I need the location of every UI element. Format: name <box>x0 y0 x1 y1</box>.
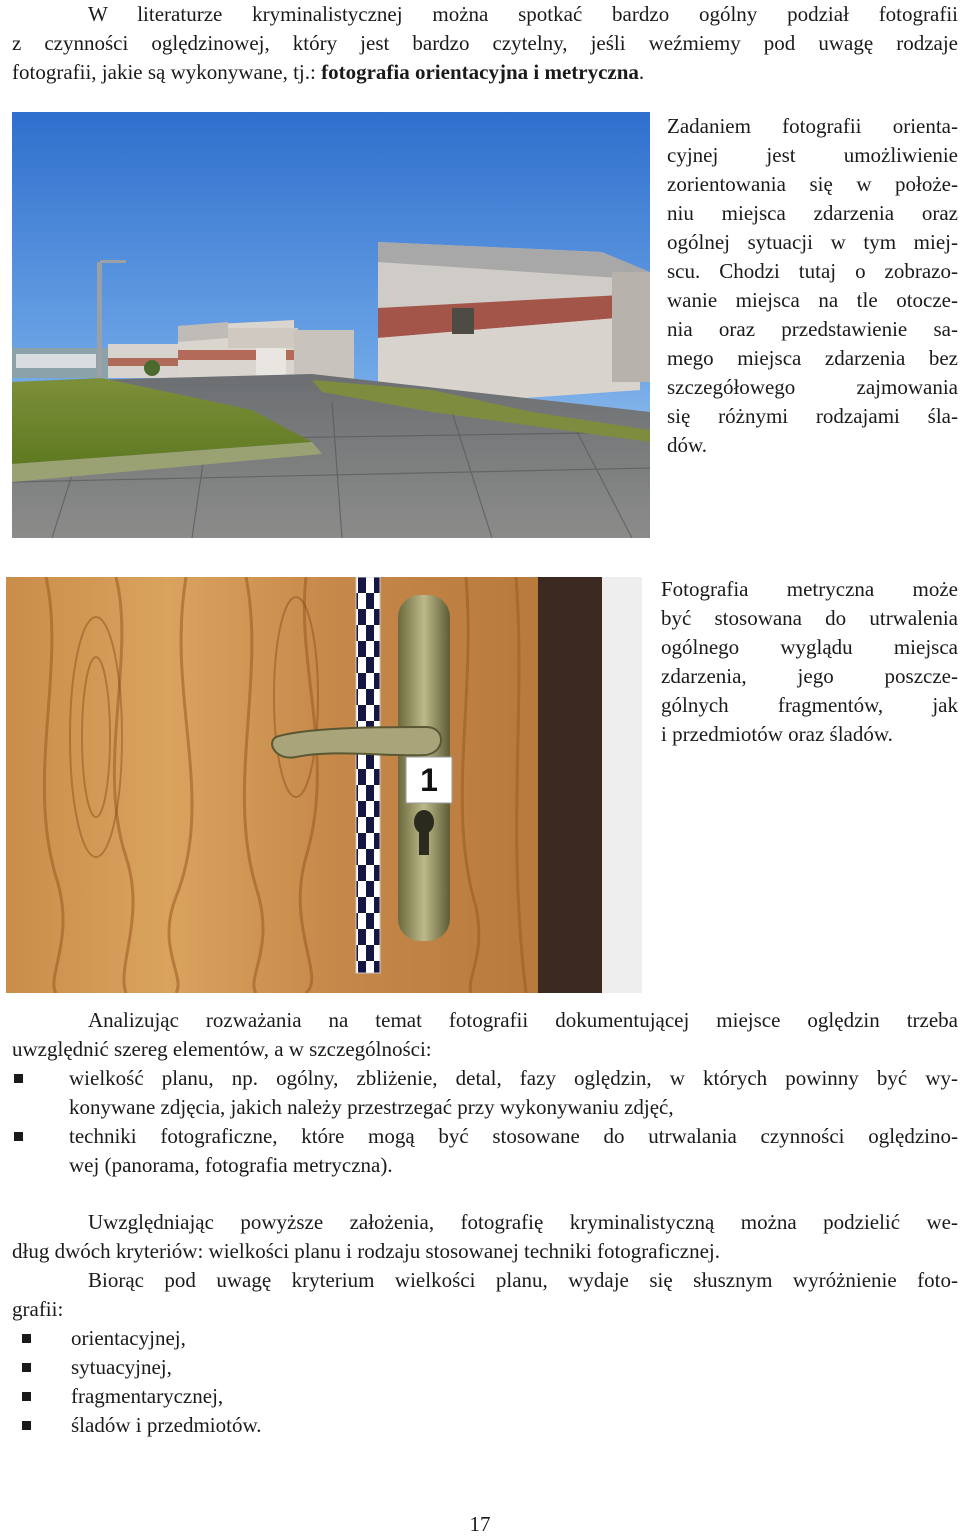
intro-bold-term: fotografia orientacyjna i metryczna <box>321 60 639 84</box>
metric-line: być stosowana do utrwalenia <box>661 606 958 630</box>
intro-line-3-text: fotografii, jakie są wykonywane, tj.: <box>12 60 322 84</box>
analysis-bullet-2-line-1: techniki fotograficzne, które mogą być stosowane do utrwalania czynności oględzino- <box>69 1124 958 1148</box>
orientation-line: się różnymi rodzajami śla- <box>667 404 958 428</box>
page-number: 17 <box>469 1512 491 1536</box>
bullet-square-icon <box>14 1132 23 1141</box>
analysis-bullet-2-line-2: wej (panorama, fotografia metryczna). <box>69 1153 393 1177</box>
analysis-line-2: uwzględnić szereg elementów, a w szczególności: <box>12 1037 432 1061</box>
orientation-line: cyjnej jest umożliwienie <box>667 143 958 167</box>
orientation-line: nia oraz przedstawienie sa- <box>667 317 958 341</box>
intro-line-3 <box>12 58 644 87</box>
analysis-bullet-1-line-2: konywane zdjęcia, jakich należy przestrzegać przy wykonywaniu zdjęć, <box>69 1095 674 1119</box>
metric-line: zdarzenia, jego poszcze- <box>661 664 958 688</box>
criteria-line-2: dług dwóch kryteriów: wielkości planu i rodzaju stosowanej techniki fotograficznej. <box>12 1239 720 1263</box>
orientation-line: mego miejsca zdarzenia bez <box>667 346 958 370</box>
criteria-list-item: orientacyjnej, <box>71 1326 186 1350</box>
orientation-photo <box>12 112 650 538</box>
bullet-square-icon <box>22 1363 31 1372</box>
orientation-line: Zadaniem fotografii orienta- <box>667 114 958 138</box>
orientation-line: zorientowania się w położe- <box>667 172 958 196</box>
analysis-line-1: Analizując rozważania na temat fotografii dokumentującej miejsce oględzin trzeba <box>88 1008 958 1032</box>
criteria-list-item: sytuacyjnej, <box>71 1355 172 1379</box>
orientation-description <box>667 112 958 460</box>
orientation-line: wanie miejsca na tle otocze- <box>667 288 958 312</box>
orientation-line: ogólnej sytuacji w tym miej- <box>667 230 958 254</box>
metric-line: Fotografia metryczna może <box>661 577 958 601</box>
bullet-square-icon <box>22 1334 31 1343</box>
metric-line: ogólnego wyglądu miejsca <box>661 635 958 659</box>
orientation-line: niu miejsca zdarzenia oraz <box>667 201 958 225</box>
orientation-line: szczegółowego zajmowania <box>667 375 958 399</box>
metric-photo <box>6 577 642 993</box>
intro-line-2: z czynności oględzinowej, który jest bardzo czytelny, jeśli weźmiemy pod uwagę rodzaje <box>12 31 958 55</box>
orientation-line: dów. <box>667 433 708 457</box>
criteria-list-item: śladów i przedmiotów. <box>71 1413 262 1437</box>
bullet-square-icon <box>22 1392 31 1401</box>
criteria-list-item: fragmentarycznej, <box>71 1384 224 1408</box>
intro-line-3-end: . <box>638 60 645 84</box>
metric-description <box>661 575 958 749</box>
criteria-line-4: grafii: <box>12 1297 64 1321</box>
intro-line-1: W literaturze kryminalistycznej można spotkać bardzo ogólny podział fotografii <box>88 2 958 26</box>
bullet-square-icon <box>14 1074 23 1083</box>
bullet-square-icon <box>22 1421 31 1430</box>
criteria-line-3: Biorąc pod uwagę kryterium wielkości planu, wydaje się słusznym wyróżnienie foto- <box>88 1268 958 1292</box>
orientation-line: scu. Chodzi tutaj o zobrazo- <box>667 259 958 283</box>
evidence-marker-number: 1 <box>420 762 438 798</box>
criteria-line-1: Uwzględniając powyższe założenia, fotografię kryminalistyczną można podzielić we- <box>88 1210 958 1234</box>
metric-line: i przedmiotów oraz śladów. <box>661 722 893 746</box>
analysis-bullet-1-line-1: wielkość planu, np. ogólny, zbliżenie, detal, fazy oględzin, w których powinny być wy- <box>69 1066 958 1090</box>
metric-line: gólnych fragmentów, jak <box>661 693 958 717</box>
